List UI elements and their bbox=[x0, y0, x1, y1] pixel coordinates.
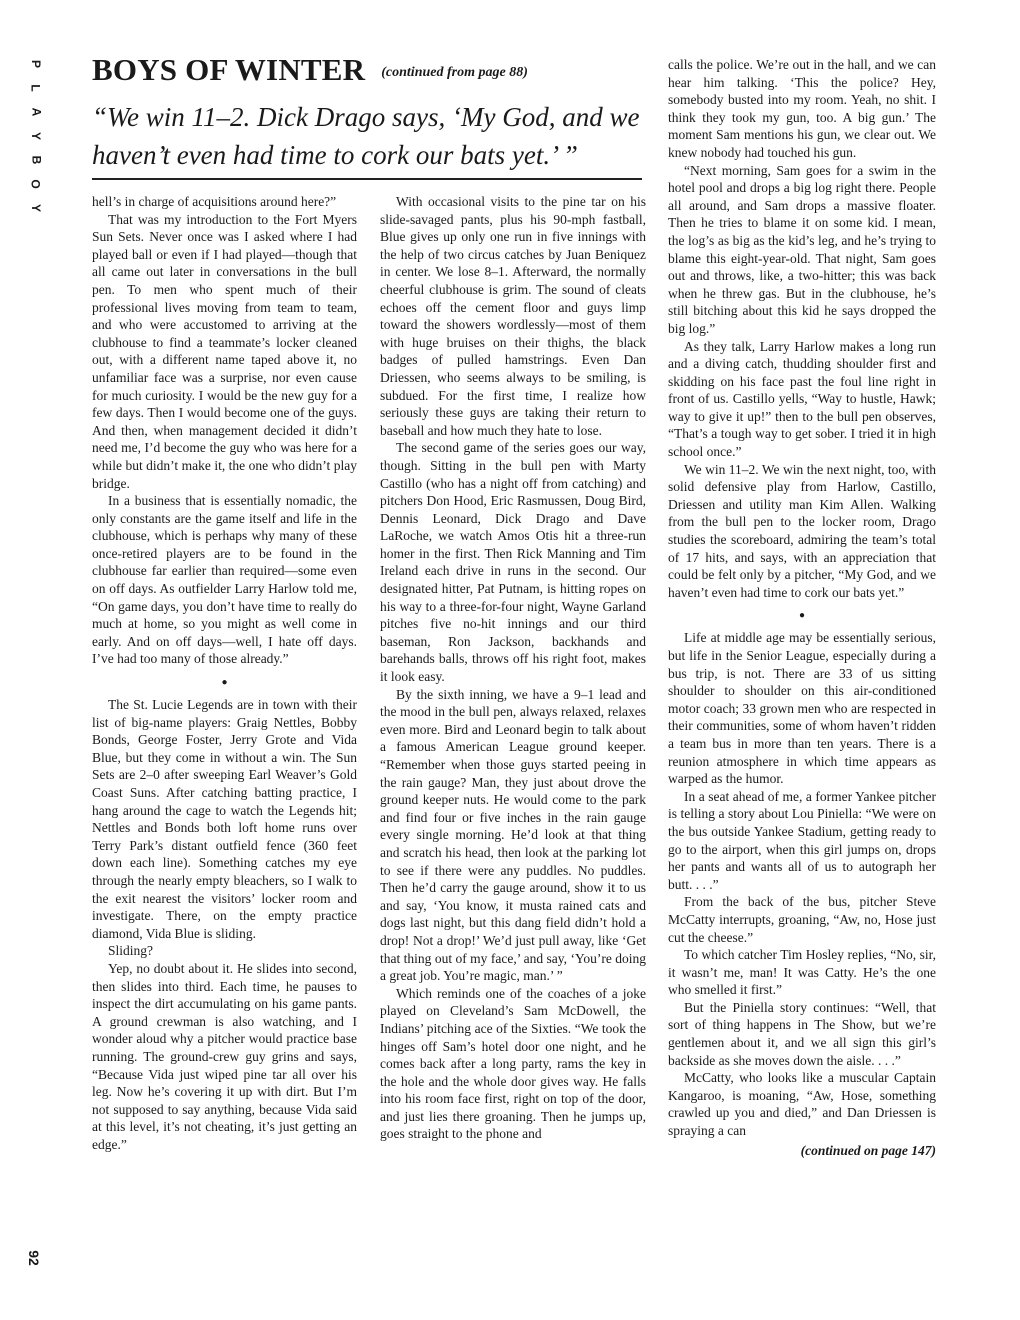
section-break-bullet: ● bbox=[221, 677, 228, 689]
magazine-letter: Y bbox=[28, 131, 43, 141]
magazine-name-vertical bbox=[24, 58, 48, 214]
paragraph: Yep, no doubt about it. He slides into second, then slides into third. Each time, he pauses to inspect the dirt accumulating on his game pants. A ground crewman is also watching, and I wonder aloud why a pitcher would practice base running. The ground-crew guy grins and says, “Because Vida just wiped pine tar all over his leg. Now he’s covering it up with dirt. But I’m not supposed to say anything, because Vida said at this level, it’s not cheating, it’s just getting an edge.” bbox=[92, 960, 357, 1152]
article-header bbox=[92, 52, 652, 88]
paragraph: Which reminds one of the coaches of a joke played on Cleveland’s Sam McDowell, the Indians’ pitching ace of the Sixties. “We took the hinges off Sam’s hotel door one night, and he comes back after a long party, rams the key in the hole and the whole door gives way. He falls into his room face first, right on top of the door, and just lies there groaning. Then he jumps up, goes straight to the phone and bbox=[380, 985, 646, 1142]
paragraph: That was my introduction to the Fort Myers Sun Sets. Never once was I asked where I had played ball or even if I had played—though that all came out later in conversations in the bull pen. To men who spent much of their professional lives moving from team to team, and who were accustomed to arriving at the clubhouse to find a teammate’s locker cleaned out, with a different name taped above it, no unfamiliar face was a surprise, nor even cause for much curiosity. I would be the new guy for a few days. Then I would become one of the guys. And then, when management decided it didn’t need me, I’d become the guy who was here for a while but didn’t make it, the one who didn’t play bridge. bbox=[92, 211, 357, 491]
paragraph: hell’s in charge of acquisitions around here?” bbox=[92, 194, 337, 209]
paragraph: Sliding? bbox=[108, 943, 154, 959]
divider bbox=[92, 178, 642, 180]
paragraph: As they talk, Larry Harlow makes a long run and a diving catch, thudding shoulder first and skidding on his face past the foul line right in front of us. Castillo yells, “Way to hustle, Hawk; way to give it up!” then to the bull pen observes, “That’s a tough way to get sober. I tried it in high school once.” bbox=[668, 338, 936, 460]
text-column-3 bbox=[668, 56, 936, 1159]
article-title: BOYS OF WINTER bbox=[92, 52, 366, 87]
paragraph: To which catcher Tim Hosley replies, “No, sir, it wasn’t me, man! It was Catty. He’s the one who smelled it first.” bbox=[668, 947, 936, 998]
paragraph: McCatty, who looks like a muscular Captain Kangaroo, is moaning, “Aw, Hose, something crawled up you and died,” and Dan Driessen is spraying a can bbox=[668, 1070, 936, 1139]
paragraph: calls the police. We’re out in the hall, and we can hear him talking. ‘This the police? Hey, somebody busted into my room. Yeah, no shit. I think they took my gun, too. A big gun.’ The moment Sam mentions his gun, we clear out. We knew nobody had touched his gun. bbox=[668, 57, 936, 160]
section-break-bullet: ● bbox=[798, 610, 806, 622]
paragraph: The St. Lucie Legends are in town with their list of big-name players: Graig Nettles, Bobby Bonds, George Foster, Jerry Grote and Vida Blue, but they come in without a win. The Sun Sets are 2–0 after sweeping Earl Weaver’s Gold Coast Suns. After catching batting practice, I hang around the cage to watch the Legends hit; Nettles and Bonds both loft home runs over Terry Park’s distant outfield fence (360 feet down each line). Something catches my eye through the nearly empty bleachers, so I walk to the exit nearest the visitors’ locker room and investigate. There, on the empty practice diamond, Vida Blue is sliding. bbox=[92, 697, 357, 941]
paragraph: The second game of the series goes our way, though. Sitting in the bull pen with Marty Castillo (who has a night off from catching) and pitchers Don Hood, Eric Rasmussen, Doug Bird, Dennis Leonard, Dick Drago and Dave LaRoche, we watch Amos Otis hit a three-run homer in the first. Then Rick Manning and Tim Ireland each drive in runs in the second. Our designated hitter, Pat Putnam, is hitting ropes on his way to a three-for-four night, Wayne Garland pitches five no-hit innings and our third baseman, Ron Jackson, backhands and barehands balls, throws off his right foot, makes it look easy. bbox=[380, 440, 646, 685]
magazine-letter: A bbox=[28, 107, 43, 117]
paragraph: We win 11–2. We win the next night, too, with solid defensive play from Harlow, Castillo, Driessen and utility man Kim Allen. Walking from the bull pen to the locker room, Drago studies the scoreboard, admiring the team’s total of 17 hits, and says, with an appreciation that could be felt only by a pitcher, “My God, and we haven’t even had time to cork our bats yet.” bbox=[668, 461, 936, 600]
paragraph: In a business that is essentially nomadic, the only constants are the game itself and life in the clubhouse, which is perhaps why many of these once-retired players are to be found in the clubhouse far earlier than required—some even on off days. As outfielder Larry Harlow told me, “On game days, you don’t have time to really do much at home, so you might as well come in early. And on off days—well, I hate off days. I’ve had too many of those already.” bbox=[92, 493, 357, 667]
paragraph: “Next morning, Sam goes for a swim in the hotel pool and drops a big log right there. People all around, and Sam drops a massive floater. Then he tries to blame it on some kid. I mean, the log’s as big as the kid’s leg, and he’s trying to blame this eight-year-old. That night, Sam goes out and throws, like, a two-hitter; this was back when he threw gas. But in the clubhouse, he’s still bitching about this kid he says dropped the big log.” bbox=[668, 162, 936, 336]
text-column-2 bbox=[380, 193, 646, 1143]
magazine-letter: O bbox=[29, 179, 43, 189]
paragraph: In a seat ahead of me, a former Yankee pitcher is telling a story about Lou Piniella: “We were on the bus outside Yankee Stadium, getting ready to go to the airport, when this girl jumps on, drops her pants and wants all of us to autograph her butt. . . .” bbox=[668, 788, 936, 892]
paragraph: But the Piniella story continues: “Well, that sort of thing happens in The Show, but we’re gentlemen about it, and we all sign this girl’s backside as she moves down the aisle. . . .” bbox=[668, 999, 936, 1068]
paragraph: By the sixth inning, we have a 9–1 lead and the mood in the bull pen, always relaxed, relaxes even more. Bird and Leonard begin to talk about a famous American League ground keeper. “Remember when those guys started peeing in the rain gauge? Man, they just about drove the ground keeper nuts. He would come to the park and find four or five inches in the rain gauge every single morning. He’d look at that thing and scratch his head, then look at the parking lot to see if there were any puddles. No puddles. Then he’d carry the gauge around, show it to us and say, ‘You know, it musta rained cats and dogs last night, but this dang field didn’t hold a drop! Not a drop!’ We’d just pull away, like ‘Get that thing out of my face,’ and say, ‘You’re doing a great job. You’re magic, man.’ ” bbox=[380, 686, 646, 984]
continued-on: (continued on page 147) bbox=[800, 1142, 936, 1158]
magazine-letter: L bbox=[29, 84, 43, 92]
magazine-letter: P bbox=[28, 59, 43, 69]
magazine-letter: B bbox=[28, 155, 43, 165]
continued-from: (continued from page 88) bbox=[381, 65, 528, 80]
paragraph: From the back of the bus, pitcher Steve McCatty interrupts, groaning, “Aw, no, Hose just cut the cheese.” bbox=[668, 894, 936, 945]
text-column-1 bbox=[92, 193, 357, 1153]
pull-quote: “We win 11–2. Dick Drago says, ‘My God, and we haven’t even had time to cork our bats yet.’ ” bbox=[92, 102, 640, 170]
magazine-letter: Y bbox=[28, 203, 43, 213]
paragraph: Life at middle age may be essentially serious, but life in the Senior League, especially during a bus trip, is not. There are 33 of us sitting shoulder to shoulder on this air-conditioned motor coach; 33 grown men who are respected in their communities, some of whom haven’t ridden a team bus in more than ten years. There is a reunion atmosphere in which time appears as warped as the humor. bbox=[668, 630, 936, 787]
page-number: 92 bbox=[25, 1250, 42, 1266]
paragraph: With occasional visits to the pine tar on his slide-savaged pants, plus his 90-mph fastball, Blue gives up only one run in five innings with the help of two circus catches by Juan Beniquez in center. We lose 8–1. Afterward, the normally cheerful clubhouse is grim. The sound of cleats echoes off the cement floor and guys limp toward the showers wordlessly—most of them with huge bruises on their thighs, the black badges of pulled hamstrings. Even Dan Driessen, who seems always to be smiling, is subdued. For the first time, I realize how seriously these guys are taking their return to baseball and how much they hate to lose. bbox=[380, 194, 646, 438]
